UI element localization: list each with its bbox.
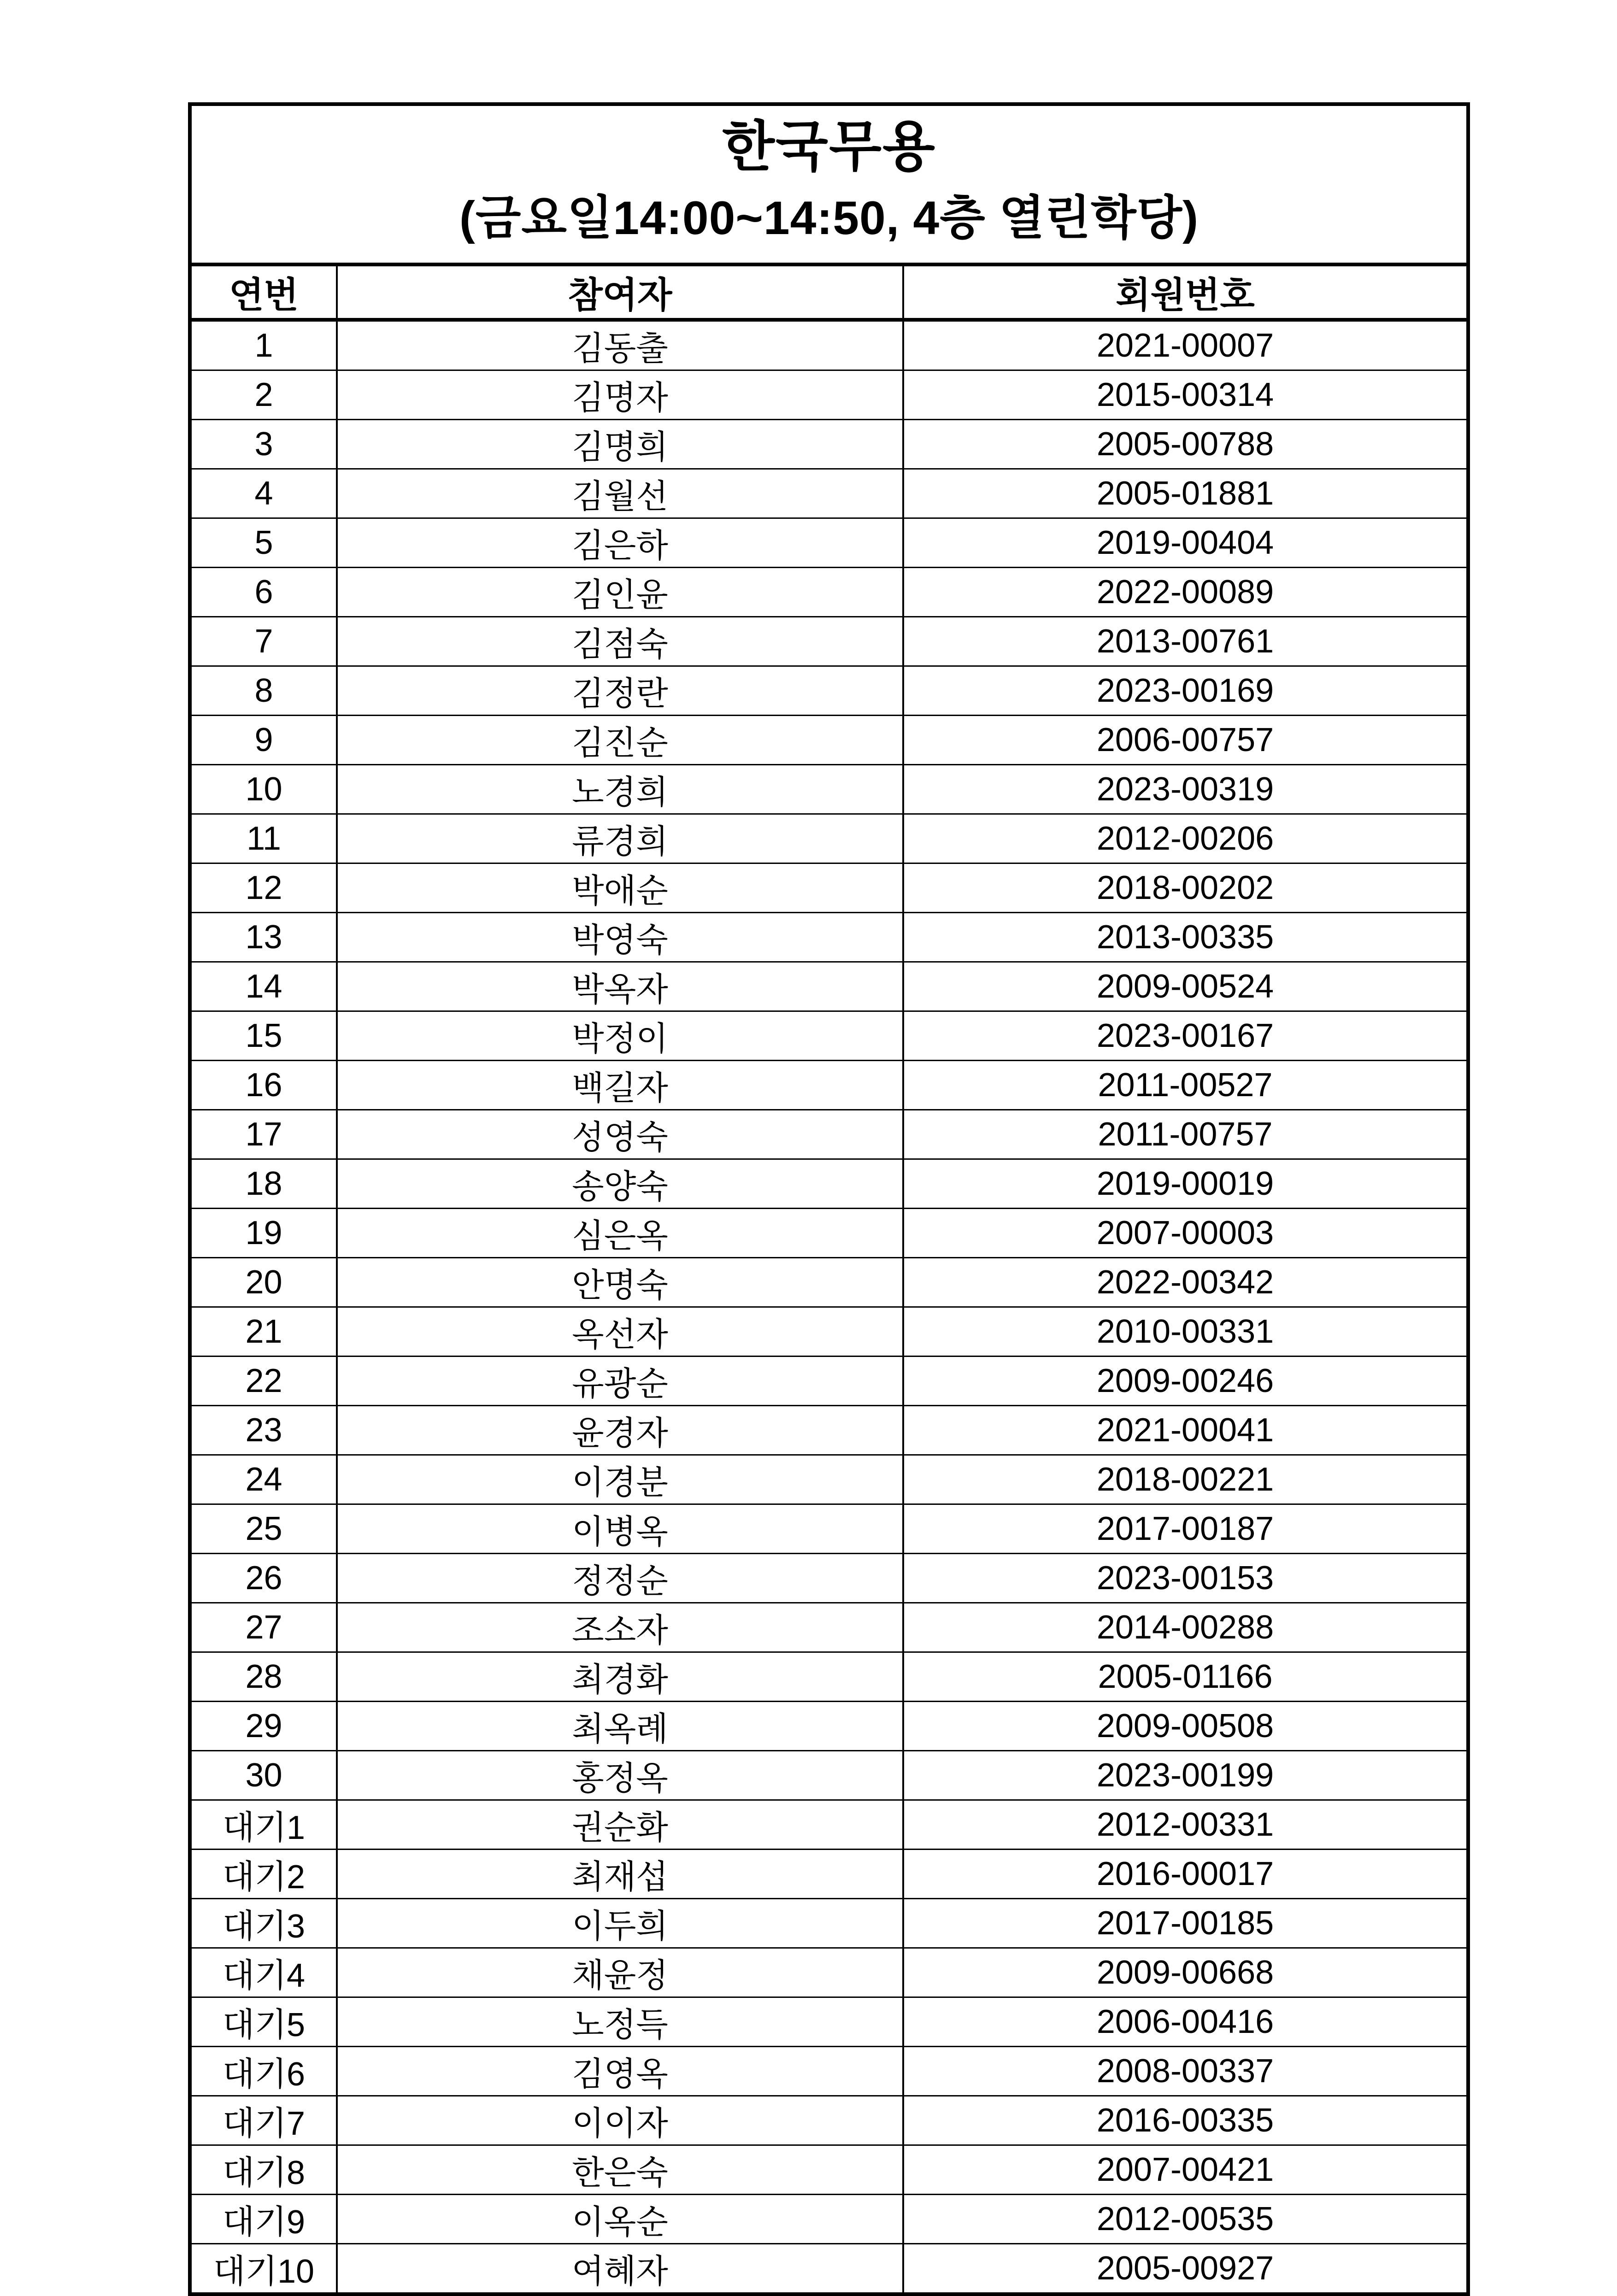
seq-cell: 1 <box>192 320 337 370</box>
member-id-cell: 2023-00169 <box>903 666 1466 716</box>
seq-cell: 30 <box>192 1751 337 1800</box>
seq-cell: 22 <box>192 1356 337 1406</box>
table-row <box>192 469 1466 518</box>
participant-cell: 류경희 <box>337 814 903 863</box>
member-id-cell: 2023-00199 <box>903 1751 1466 1800</box>
member-id-cell: 2016-00017 <box>903 1850 1466 1899</box>
participant-cell: 김명희 <box>337 420 903 469</box>
member-id-cell: 2009-00246 <box>903 1356 1466 1406</box>
member-id-cell: 2019-00019 <box>903 1159 1466 1209</box>
member-id-cell: 2009-00508 <box>903 1702 1466 1751</box>
seq-cell: 6 <box>192 568 337 617</box>
seq-cell: 대기6 <box>192 2047 337 2096</box>
participant-cell: 김은하 <box>337 518 903 568</box>
table-row <box>192 518 1466 568</box>
seq-cell: 11 <box>192 814 337 863</box>
roster-body <box>192 320 1466 2292</box>
participant-cell: 이옥순 <box>337 2195 903 2244</box>
member-id-cell: 2017-00185 <box>903 1899 1466 1948</box>
col-header-participant: 참여자 <box>337 266 903 320</box>
participant-cell: 김영옥 <box>337 2047 903 2096</box>
participant-cell: 최옥례 <box>337 1702 903 1751</box>
table-row <box>192 2047 1466 2096</box>
member-id-cell: 2012-00331 <box>903 1800 1466 1850</box>
table-row <box>192 1110 1466 1159</box>
seq-cell: 대기4 <box>192 1948 337 1997</box>
table-row <box>192 765 1466 814</box>
seq-cell: 3 <box>192 420 337 469</box>
seq-cell: 2 <box>192 370 337 420</box>
member-id-cell: 2005-00927 <box>903 2244 1466 2293</box>
table-row <box>192 814 1466 863</box>
seq-cell: 26 <box>192 1554 337 1603</box>
seq-cell: 대기7 <box>192 2096 337 2145</box>
roster-table <box>192 266 1466 2292</box>
table-row <box>192 1899 1466 1948</box>
table-row <box>192 1209 1466 1258</box>
member-id-cell: 2018-00221 <box>903 1455 1466 1504</box>
member-id-cell: 2005-01881 <box>903 469 1466 518</box>
seq-cell: 16 <box>192 1061 337 1110</box>
participant-cell: 조소자 <box>337 1603 903 1652</box>
member-id-cell: 2007-00003 <box>903 1209 1466 1258</box>
table-row <box>192 1554 1466 1603</box>
member-id-cell: 2006-00416 <box>903 1997 1466 2047</box>
table-row <box>192 1011 1466 1061</box>
member-id-cell: 2011-00527 <box>903 1061 1466 1110</box>
participant-cell: 옥선자 <box>337 1307 903 1356</box>
participant-cell: 이경분 <box>337 1455 903 1504</box>
table-row <box>192 1258 1466 1307</box>
seq-cell: 13 <box>192 913 337 962</box>
seq-cell: 9 <box>192 716 337 765</box>
member-id-cell: 2018-00202 <box>903 863 1466 913</box>
member-id-cell: 2023-00319 <box>903 765 1466 814</box>
participant-cell: 박옥자 <box>337 962 903 1011</box>
member-id-cell: 2014-00288 <box>903 1603 1466 1652</box>
seq-cell: 25 <box>192 1504 337 1554</box>
seq-cell: 대기10 <box>192 2244 337 2293</box>
seq-cell: 대기8 <box>192 2145 337 2195</box>
participant-cell: 성영숙 <box>337 1110 903 1159</box>
participant-cell: 김점숙 <box>337 617 903 666</box>
table-row <box>192 1948 1466 1997</box>
member-id-cell: 2015-00314 <box>903 370 1466 420</box>
member-id-cell: 2006-00757 <box>903 716 1466 765</box>
table-row <box>192 617 1466 666</box>
participant-cell: 한은숙 <box>337 2145 903 2195</box>
table-row <box>192 1751 1466 1800</box>
table-row <box>192 1603 1466 1652</box>
participant-cell: 김진순 <box>337 716 903 765</box>
participant-cell: 유광순 <box>337 1356 903 1406</box>
participant-cell: 홍정옥 <box>337 1751 903 1800</box>
member-id-cell: 2011-00757 <box>903 1110 1466 1159</box>
table-row <box>192 2244 1466 2293</box>
participant-cell: 박애순 <box>337 863 903 913</box>
table-row <box>192 568 1466 617</box>
seq-cell: 14 <box>192 962 337 1011</box>
seq-cell: 대기1 <box>192 1800 337 1850</box>
table-row <box>192 1850 1466 1899</box>
seq-cell: 5 <box>192 518 337 568</box>
member-id-cell: 2008-00337 <box>903 2047 1466 2096</box>
seq-cell: 대기3 <box>192 1899 337 1948</box>
participant-cell: 김동출 <box>337 320 903 370</box>
table-row <box>192 1455 1466 1504</box>
table-row <box>192 1406 1466 1455</box>
participant-cell: 노경희 <box>337 765 903 814</box>
table-row <box>192 1356 1466 1406</box>
table-row <box>192 1800 1466 1850</box>
seq-cell: 28 <box>192 1652 337 1702</box>
seq-cell: 23 <box>192 1406 337 1455</box>
member-id-cell: 2019-00404 <box>903 518 1466 568</box>
member-id-cell: 2017-00187 <box>903 1504 1466 1554</box>
col-header-seq: 연번 <box>192 266 337 320</box>
participant-cell: 이이자 <box>337 2096 903 2145</box>
participant-cell: 윤경자 <box>337 1406 903 1455</box>
table-row <box>192 420 1466 469</box>
participant-cell: 심은옥 <box>337 1209 903 1258</box>
page-title: 한국무용 <box>722 117 936 177</box>
participant-cell: 안명숙 <box>337 1258 903 1307</box>
participant-cell: 김월선 <box>337 469 903 518</box>
member-id-cell: 2022-00089 <box>903 568 1466 617</box>
seq-cell: 대기9 <box>192 2195 337 2244</box>
table-row <box>192 1652 1466 1702</box>
table-row <box>192 2145 1466 2195</box>
member-id-cell: 2023-00167 <box>903 1011 1466 1061</box>
participant-cell: 김인윤 <box>337 568 903 617</box>
seq-cell: 21 <box>192 1307 337 1356</box>
participant-cell: 김명자 <box>337 370 903 420</box>
title-block <box>192 106 1466 266</box>
seq-cell: 19 <box>192 1209 337 1258</box>
table-row <box>192 1504 1466 1554</box>
table-row <box>192 1159 1466 1209</box>
member-id-cell: 2013-00761 <box>903 617 1466 666</box>
member-id-cell: 2009-00524 <box>903 962 1466 1011</box>
participant-cell: 노정득 <box>337 1997 903 2047</box>
participant-cell: 송양숙 <box>337 1159 903 1209</box>
member-id-cell: 2005-00788 <box>903 420 1466 469</box>
member-id-cell: 2022-00342 <box>903 1258 1466 1307</box>
seq-cell: 17 <box>192 1110 337 1159</box>
table-row <box>192 1307 1466 1356</box>
seq-cell: 8 <box>192 666 337 716</box>
seq-cell: 20 <box>192 1258 337 1307</box>
roster-sheet <box>188 102 1470 2296</box>
member-id-cell: 2021-00007 <box>903 320 1466 370</box>
table-row <box>192 913 1466 962</box>
col-header-member-id: 회원번호 <box>903 266 1466 320</box>
member-id-cell: 2012-00535 <box>903 2195 1466 2244</box>
participant-cell: 이두희 <box>337 1899 903 1948</box>
participant-cell: 권순화 <box>337 1800 903 1850</box>
participant-cell: 박영숙 <box>337 913 903 962</box>
seq-cell: 18 <box>192 1159 337 1209</box>
seq-cell: 7 <box>192 617 337 666</box>
participant-cell: 박정이 <box>337 1011 903 1061</box>
seq-cell: 대기2 <box>192 1850 337 1899</box>
table-row <box>192 962 1466 1011</box>
table-row <box>192 2195 1466 2244</box>
seq-cell: 10 <box>192 765 337 814</box>
seq-cell: 12 <box>192 863 337 913</box>
table-row <box>192 716 1466 765</box>
member-id-cell: 2021-00041 <box>903 1406 1466 1455</box>
participant-cell: 채윤정 <box>337 1948 903 1997</box>
seq-cell: 15 <box>192 1011 337 1061</box>
table-row <box>192 2096 1466 2145</box>
table-row <box>192 1997 1466 2047</box>
member-id-cell: 2005-01166 <box>903 1652 1466 1702</box>
member-id-cell: 2016-00335 <box>903 2096 1466 2145</box>
participant-cell: 김정란 <box>337 666 903 716</box>
member-id-cell: 2013-00335 <box>903 913 1466 962</box>
member-id-cell: 2010-00331 <box>903 1307 1466 1356</box>
member-id-cell: 2023-00153 <box>903 1554 1466 1603</box>
header-row <box>192 266 1466 320</box>
seq-cell: 4 <box>192 469 337 518</box>
participant-cell: 이병옥 <box>337 1504 903 1554</box>
table-row <box>192 1061 1466 1110</box>
table-row <box>192 370 1466 420</box>
seq-cell: 24 <box>192 1455 337 1504</box>
member-id-cell: 2009-00668 <box>903 1948 1466 1997</box>
table-row <box>192 666 1466 716</box>
seq-cell: 29 <box>192 1702 337 1751</box>
participant-cell: 최재섭 <box>337 1850 903 1899</box>
member-id-cell: 2007-00421 <box>903 2145 1466 2195</box>
participant-cell: 백길자 <box>337 1061 903 1110</box>
seq-cell: 대기5 <box>192 1997 337 2047</box>
seq-cell: 27 <box>192 1603 337 1652</box>
page-subtitle: (금요일14:00~14:50, 4층 열린학당) <box>459 192 1199 244</box>
table-row <box>192 1702 1466 1751</box>
member-id-cell: 2012-00206 <box>903 814 1466 863</box>
table-row <box>192 320 1466 370</box>
participant-cell: 여혜자 <box>337 2244 903 2293</box>
participant-cell: 최경화 <box>337 1652 903 1702</box>
participant-cell: 정정순 <box>337 1554 903 1603</box>
table-row <box>192 863 1466 913</box>
